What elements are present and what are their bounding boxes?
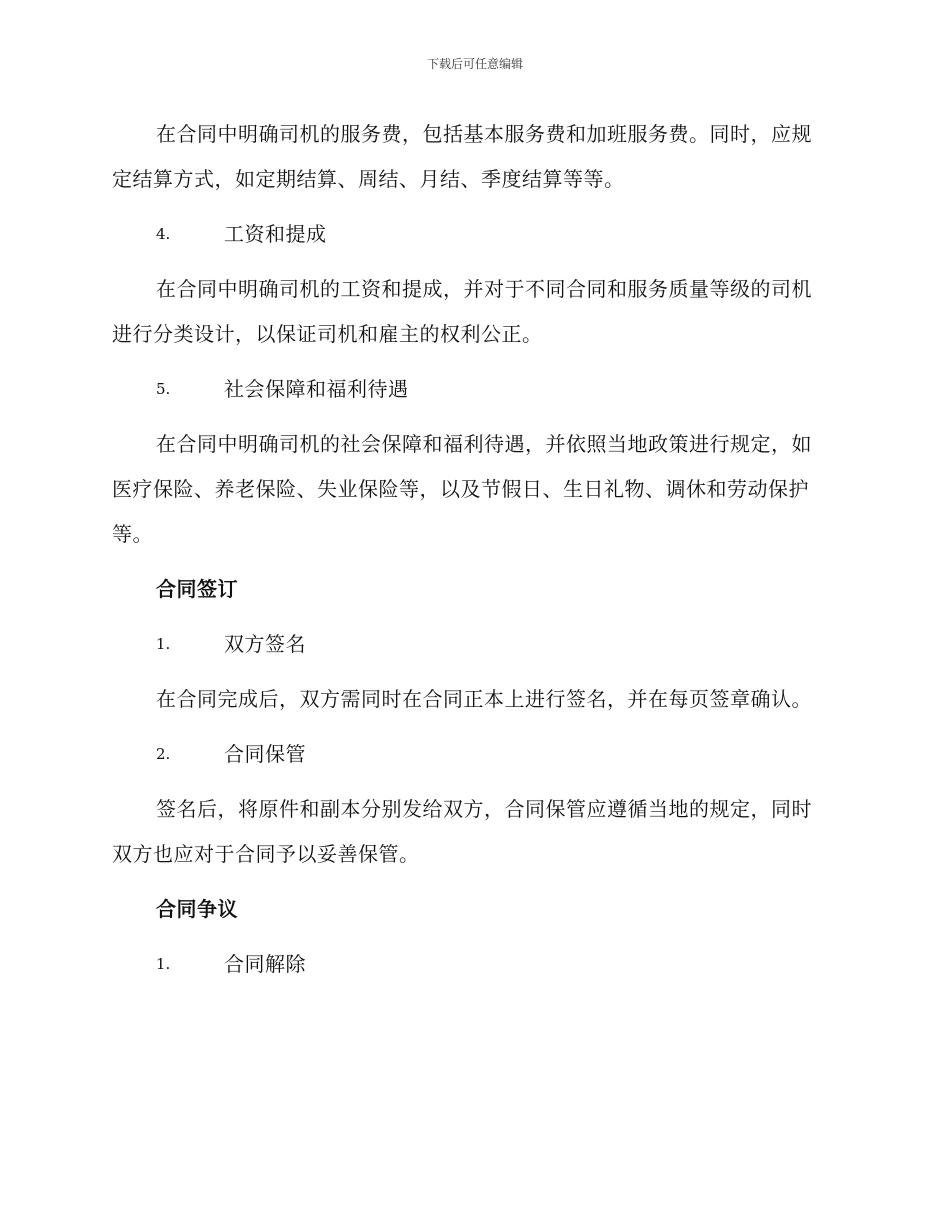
list-number: 5. (156, 380, 171, 398)
list-item-salary (112, 212, 832, 257)
paragraph-custody: 签名后，将原件和副本分别发给双方，合同保管应遵循当地的规定，同时双方也应对于合同予以妥善保管。 (112, 797, 812, 866)
paragraph-salary: 在合同中明确司机的工资和提成，并对于不同合同和服务质量等级的司机进行分类设计，以保证司机和雇主的权利公正。 (112, 277, 812, 346)
list-number: 1. (156, 635, 171, 653)
list-label: 合同解除 (224, 952, 306, 976)
list-item-signatures (112, 622, 832, 667)
list-number: 2. (156, 745, 171, 763)
list-number: 1. (156, 955, 171, 973)
paragraph-signatures: 在合同完成后，双方需同时在合同正本上进行签名，并在每页签章确认。 (156, 687, 812, 711)
list-label: 工资和提成 (224, 222, 327, 246)
list-number: 4. (156, 225, 171, 243)
paragraph-welfare: 在合同中明确司机的社会保障和福利待遇，并依照当地政策进行规定，如医疗保险、养老保险、失业保险等，以及节假日、生日礼物、调休和劳动保护等。 (112, 432, 812, 546)
list-label: 合同保管 (224, 742, 306, 766)
document-body (112, 112, 832, 997)
list-label: 双方签名 (224, 632, 306, 656)
section-heading-signing: 合同签订 (156, 577, 238, 601)
page-header: 下载后可任意编辑 (426, 57, 523, 71)
list-item-custody (112, 732, 832, 777)
paragraph-service-fee: 在合同中明确司机的服务费，包括基本服务费和加班服务费。同时，应规定结算方式，如定期结算、周结、月结、季度结算等等。 (112, 122, 812, 191)
list-item-welfare (112, 367, 832, 412)
list-label: 社会保障和福利待遇 (224, 377, 409, 401)
section-heading-dispute: 合同争议 (156, 897, 238, 921)
list-item-termination (112, 942, 832, 987)
